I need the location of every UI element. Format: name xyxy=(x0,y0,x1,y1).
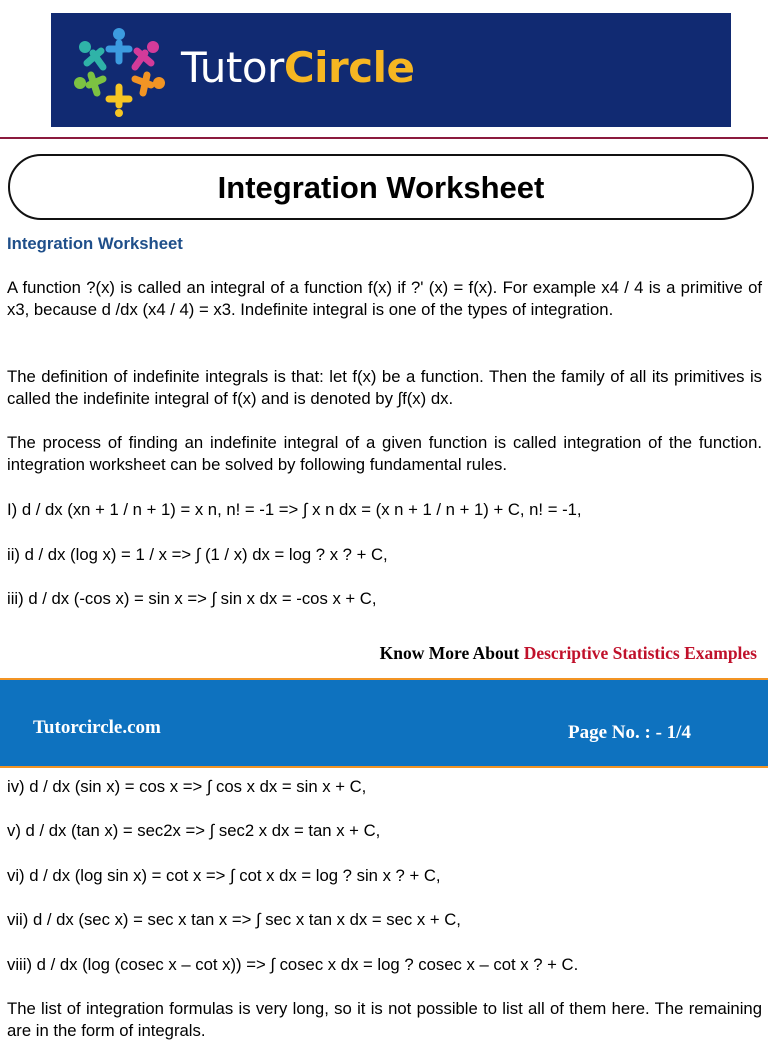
title-box xyxy=(8,154,754,220)
rule-4: iv) d / dx (sin x) = cos x => ∫ cos x dx = sin x + C, xyxy=(7,777,367,796)
rule-3: iii) d / dx (-cos x) = sin x => ∫ sin x dx = -cos x + C, xyxy=(7,589,377,608)
people-circle-logo-icon xyxy=(73,27,165,117)
section-subheading: Integration Worksheet xyxy=(7,234,183,253)
page-footer xyxy=(0,678,768,768)
paragraph-2: The definition of indefinite integrals is that: let f(x) be a function. Then the family of all its primitives is called the indefinite integral of f(x) and is denoted by ∫f(x) dx. xyxy=(7,367,762,408)
header-banner xyxy=(51,13,731,127)
rule-1: I) d / dx (xn + 1 / n + 1) = x n, n! = -1 => ∫ x n dx = (x n + 1 / n + 1) + C, n! = -1, xyxy=(7,500,582,519)
rule-6: vi) d / dx (log sin x) = cot x => ∫ cot x dx = log ? sin x ? + C, xyxy=(7,866,441,885)
know-more-link[interactable]: Descriptive Statistics Examples xyxy=(523,643,757,663)
know-more-line xyxy=(380,643,757,664)
rule-8: viii) d / dx (log (cosec x – cot x)) => ∫ cosec x dx = log ? cosec x – cot x ? + C. xyxy=(7,955,579,974)
header-divider xyxy=(0,137,768,139)
rule-2: ii) d / dx (log x) = 1 / x => ∫ (1 / x) dx = log ? x ? + C, xyxy=(7,545,388,564)
main-content xyxy=(7,233,762,255)
closing-paragraph: The list of integration formulas is very long, so it is not possible to list all of them here. The remaining are in the form of integrals. xyxy=(7,999,762,1040)
rule-5: v) d / dx (tan x) = sec2x => ∫ sec2 x dx = tan x + C, xyxy=(7,821,381,840)
page-title: Integration Worksheet xyxy=(217,169,545,205)
paragraph-3: The process of finding an indefinite integral of a given function is called integration of the function. integration worksheet can be solved by following fundamental rules. xyxy=(7,433,762,474)
footer-site[interactable]: Tutorcircle.com xyxy=(33,717,161,738)
know-more-prefix: Know More About xyxy=(379,643,520,663)
page-number: Page No. : - 1/4 xyxy=(568,722,691,743)
rule-7: vii) d / dx (sec x) = sec x tan x => ∫ sec x tan x dx = sec x + C, xyxy=(7,910,461,929)
paragraph-1: A function ?(x) is called an integral of a function f(x) if ?' (x) = f(x). For example x4 / 4 is a primitive of x3, because d /dx (x4 / 4) = x3. Indefinite integral is one of the types of integration. xyxy=(7,278,762,319)
tutorcircle-logo: TutorCircle xyxy=(181,43,415,92)
